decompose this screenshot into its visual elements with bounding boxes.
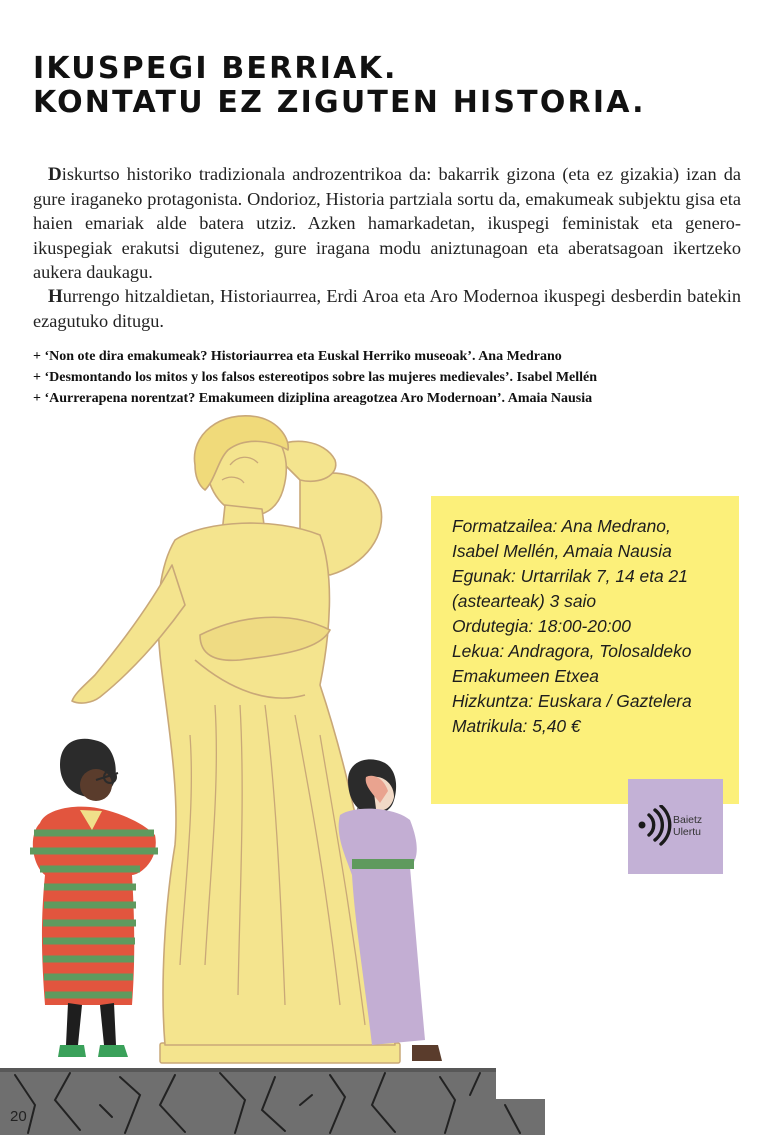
- info-line: (astearteak) 3 saio: [452, 591, 597, 611]
- badge-text: [673, 814, 702, 838]
- stone-steps: [0, 1068, 545, 1135]
- title-line-2: KONTATU EZ ZIGUTEN HISTORIA.: [33, 85, 646, 120]
- info-line: Hizkuntza: Euskara / Gaztelera: [452, 691, 692, 711]
- talk-item: + ‘Non ote dira emakumeak? Historiaurrea eta Euskal Herriko museoak’. Ana Medrano: [33, 349, 562, 364]
- sound-waves-icon: [634, 805, 678, 849]
- intro-text: [33, 162, 741, 333]
- page-title: [33, 52, 646, 120]
- talks-list: [33, 346, 753, 409]
- info-line: Emakumeen Etxea: [452, 666, 599, 686]
- intro-paragraph-2: Hurrengo hitzaldietan, Historiaurrea, Erdi Aroa eta Aro Modernoa ikuspegi desberdin batekin ezagutuko ditugu.: [33, 286, 741, 332]
- talk-item: + ‘Aurrerapena norentzat? Emakumeen diziplina areagotzea Aro Modernoan’. Amaia Nausia: [33, 391, 593, 406]
- talk-item: + ‘Desmontando los mitos y los falsos estereotipos sobre las mujeres medievales’. Isabel Mellén: [33, 370, 598, 385]
- page-number: 20: [10, 1108, 27, 1125]
- title-line-1: IKUSPEGI BERRIAK.: [33, 51, 398, 86]
- info-line: Formatzailea: Ana Medrano,: [452, 516, 671, 536]
- info-line: Egunak: Urtarrilak 7, 14 eta 21: [452, 566, 688, 586]
- intro-paragraph-1: Diskurtso historiko tradizionala androzentrikoa da: bakarrik gizona (eta ez gizakia) izan da gure iraganeko protagonista. Ondorioz, Historia partziala sortu da, emakumeak subjektu gisa eta haien emariak alde batera utziz. Azken hamarkadetan, ikuspegi feministak eta genero-ikuspegiak erakutsi digutenez, gure iragana modu aniztunagoan eta aberatsagoan ikertzeko aukera daukagu.: [33, 164, 741, 282]
- badge-line-1: Baietz: [673, 814, 703, 826]
- baietz-ulertu-badge: [628, 779, 723, 874]
- info-line: Matrikula: 5,40 €: [452, 716, 581, 736]
- badge-line-2: Ulertu: [673, 826, 702, 838]
- course-info-box: [431, 496, 739, 804]
- info-line: Ordutegia: 18:00-20:00: [452, 616, 631, 636]
- info-line: Lekua: Andragora, Tolosaldeko: [452, 641, 692, 661]
- woman-striped-dress: [30, 739, 158, 1057]
- info-line: Isabel Mellén, Amaia Nausia: [452, 541, 672, 561]
